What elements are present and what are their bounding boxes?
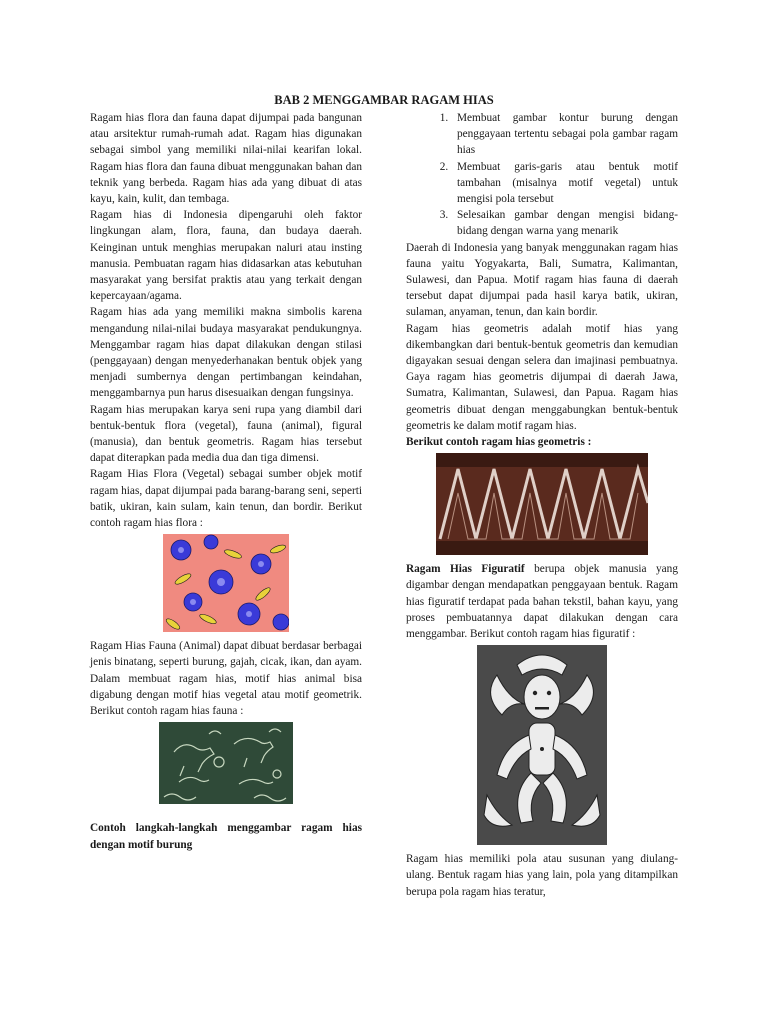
- figurative-text: berupa objek manusia yang digambar dengan mendapatkan penggayaan bentuk. Ragam hias figuratif terdapat pada bahan tekstil, bahan kayu, yang proses pembuatannya dapat dilakukan dengan cara menggambar. Berikut contoh ragam hias figuratif :: [406, 563, 678, 641]
- figurative-paragraph: [406, 561, 678, 642]
- paragraph: Daerah di Indonesia yang banyak menggunakan ragam hias fauna yaitu Yogyakarta, Bali, Sumatra, Kalimantan, Sulawesi, dan Papua. Motif ragam hias fauna di daerah tersebut dapat dijumpai pada hasil karya batik, ukiran, sulaman, anyaman, tenun, dan kain bordir.: [406, 241, 678, 319]
- figurative-pattern-image: [477, 645, 607, 845]
- flora-pattern-image: [163, 534, 289, 632]
- paragraph: Ragam hias merupakan karya seni rupa yang diambil dari bentuk-bentuk flora (vegetal), fauna (animal), figural (manusia), dan bentuk geometris. Ragam hias tersebut dapat diterapkan pada media dua dan tiga dimensi.: [90, 403, 362, 465]
- geometric-pattern-image: [436, 453, 648, 555]
- geometric-heading: Berikut contoh ragam hias geometris :: [406, 436, 592, 449]
- page-title: BAB 2 MENGGAMBAR RAGAM HIAS: [274, 93, 494, 107]
- steps-list: [406, 110, 678, 240]
- left-column: [90, 110, 362, 853]
- right-column: [406, 110, 678, 900]
- steps-heading: Contoh langkah-langkah menggambar ragam hias dengan motif burung: [90, 822, 362, 851]
- paragraph: Ragam Hias Fauna (Animal) dapat dibuat berdasar berbagai jenis binatang, seperti burung, gajah, cicak, ikan, dan ayam. Dalam membuat ragam hias, motif hias animal bisa digabung dengan motif hias vegetal atau motif geometrik. Berikut contoh ragam hias fauna :: [90, 640, 362, 718]
- paragraph: Ragam hias ada yang memiliki makna simbolis karena mengandung nilai-nilai budaya masyarakat pendukungnya. Menggambar ragam hias dapat dilakukan dengan stilasi (penggayaan) dengan menyederhanakan bentuk objek yang menjadi sumbernya dengan pertimbangan keindahan, menggambarnya pun harus disesuaikan dengan fungsinya.: [90, 306, 362, 400]
- list-item: 1. Membuat gambar kontur burung dengan penggayaan tertentu sebagai pola gambar ragam hias: [451, 110, 678, 159]
- figurative-term: Ragam Hias Figuratif: [406, 563, 525, 576]
- paragraph: Ragam hias memiliki pola atau susunan yang diulang-ulang. Bentuk ragam hias yang lain, pola yang ditampilkan berupa pola ragam hias teratur,: [406, 853, 678, 898]
- paragraph: Ragam Hias Flora (Vegetal) sebagai sumber objek motif ragam hias, dapat dijumpai pada barang-barang seni, seperti batik, ukiran, kain sulam, kain tenun, dan bordir. Berikut contoh ragam hias flora :: [90, 468, 362, 530]
- paragraph: Ragam hias di Indonesia dipengaruhi oleh faktor lingkungan alam, flora, fauna, dan budaya daerah. Keinginan untuk menghias merupakan naluri atau insting manusia. Pembuatan ragam hias didasarkan atas kebutuhan masyarakat yang bersifat praktis atau yang terkait dengan kepercayaan/agama.: [90, 209, 362, 303]
- fauna-pattern-image: [159, 722, 293, 804]
- list-item: 3. Selesaikan gambar dengan mengisi bidang-bidang dengan warna yang menarik: [451, 207, 678, 239]
- list-item: 2. Membuat garis-garis atau bentuk motif tambahan (misalnya motif vegetal) untuk mengisi pola tersebut: [451, 159, 678, 208]
- paragraph: Ragam hias flora dan fauna dapat dijumpai pada bangunan atau arsitektur rumah-rumah adat. Ragam hias digunakan sebagai simbol yang memiliki nilai-nilai kearifan lokal. Ragam hias flora dan fauna dibuat menggunakan bahan dan teknik yang berbeda. Ragam hias ada yang dibuat di atas kayu, kain, kulit, dan tembaga.: [90, 112, 362, 206]
- paragraph: Ragam hias geometris adalah motif hias yang dikembangkan dari bentuk-bentuk geometris dan kemudian digayakan sesuai dengan selera dan imajinasi pembuatnya. Gaya ragam hias geometris dijumpai di daerah Jawa, Sumatra, Kalimantan, Sulawesi, dan Papua. Ragam hias geometris dibuat dengan menggabungkan bentuk-bentuk geometris ke dalam motif ragam hias.: [406, 322, 678, 432]
